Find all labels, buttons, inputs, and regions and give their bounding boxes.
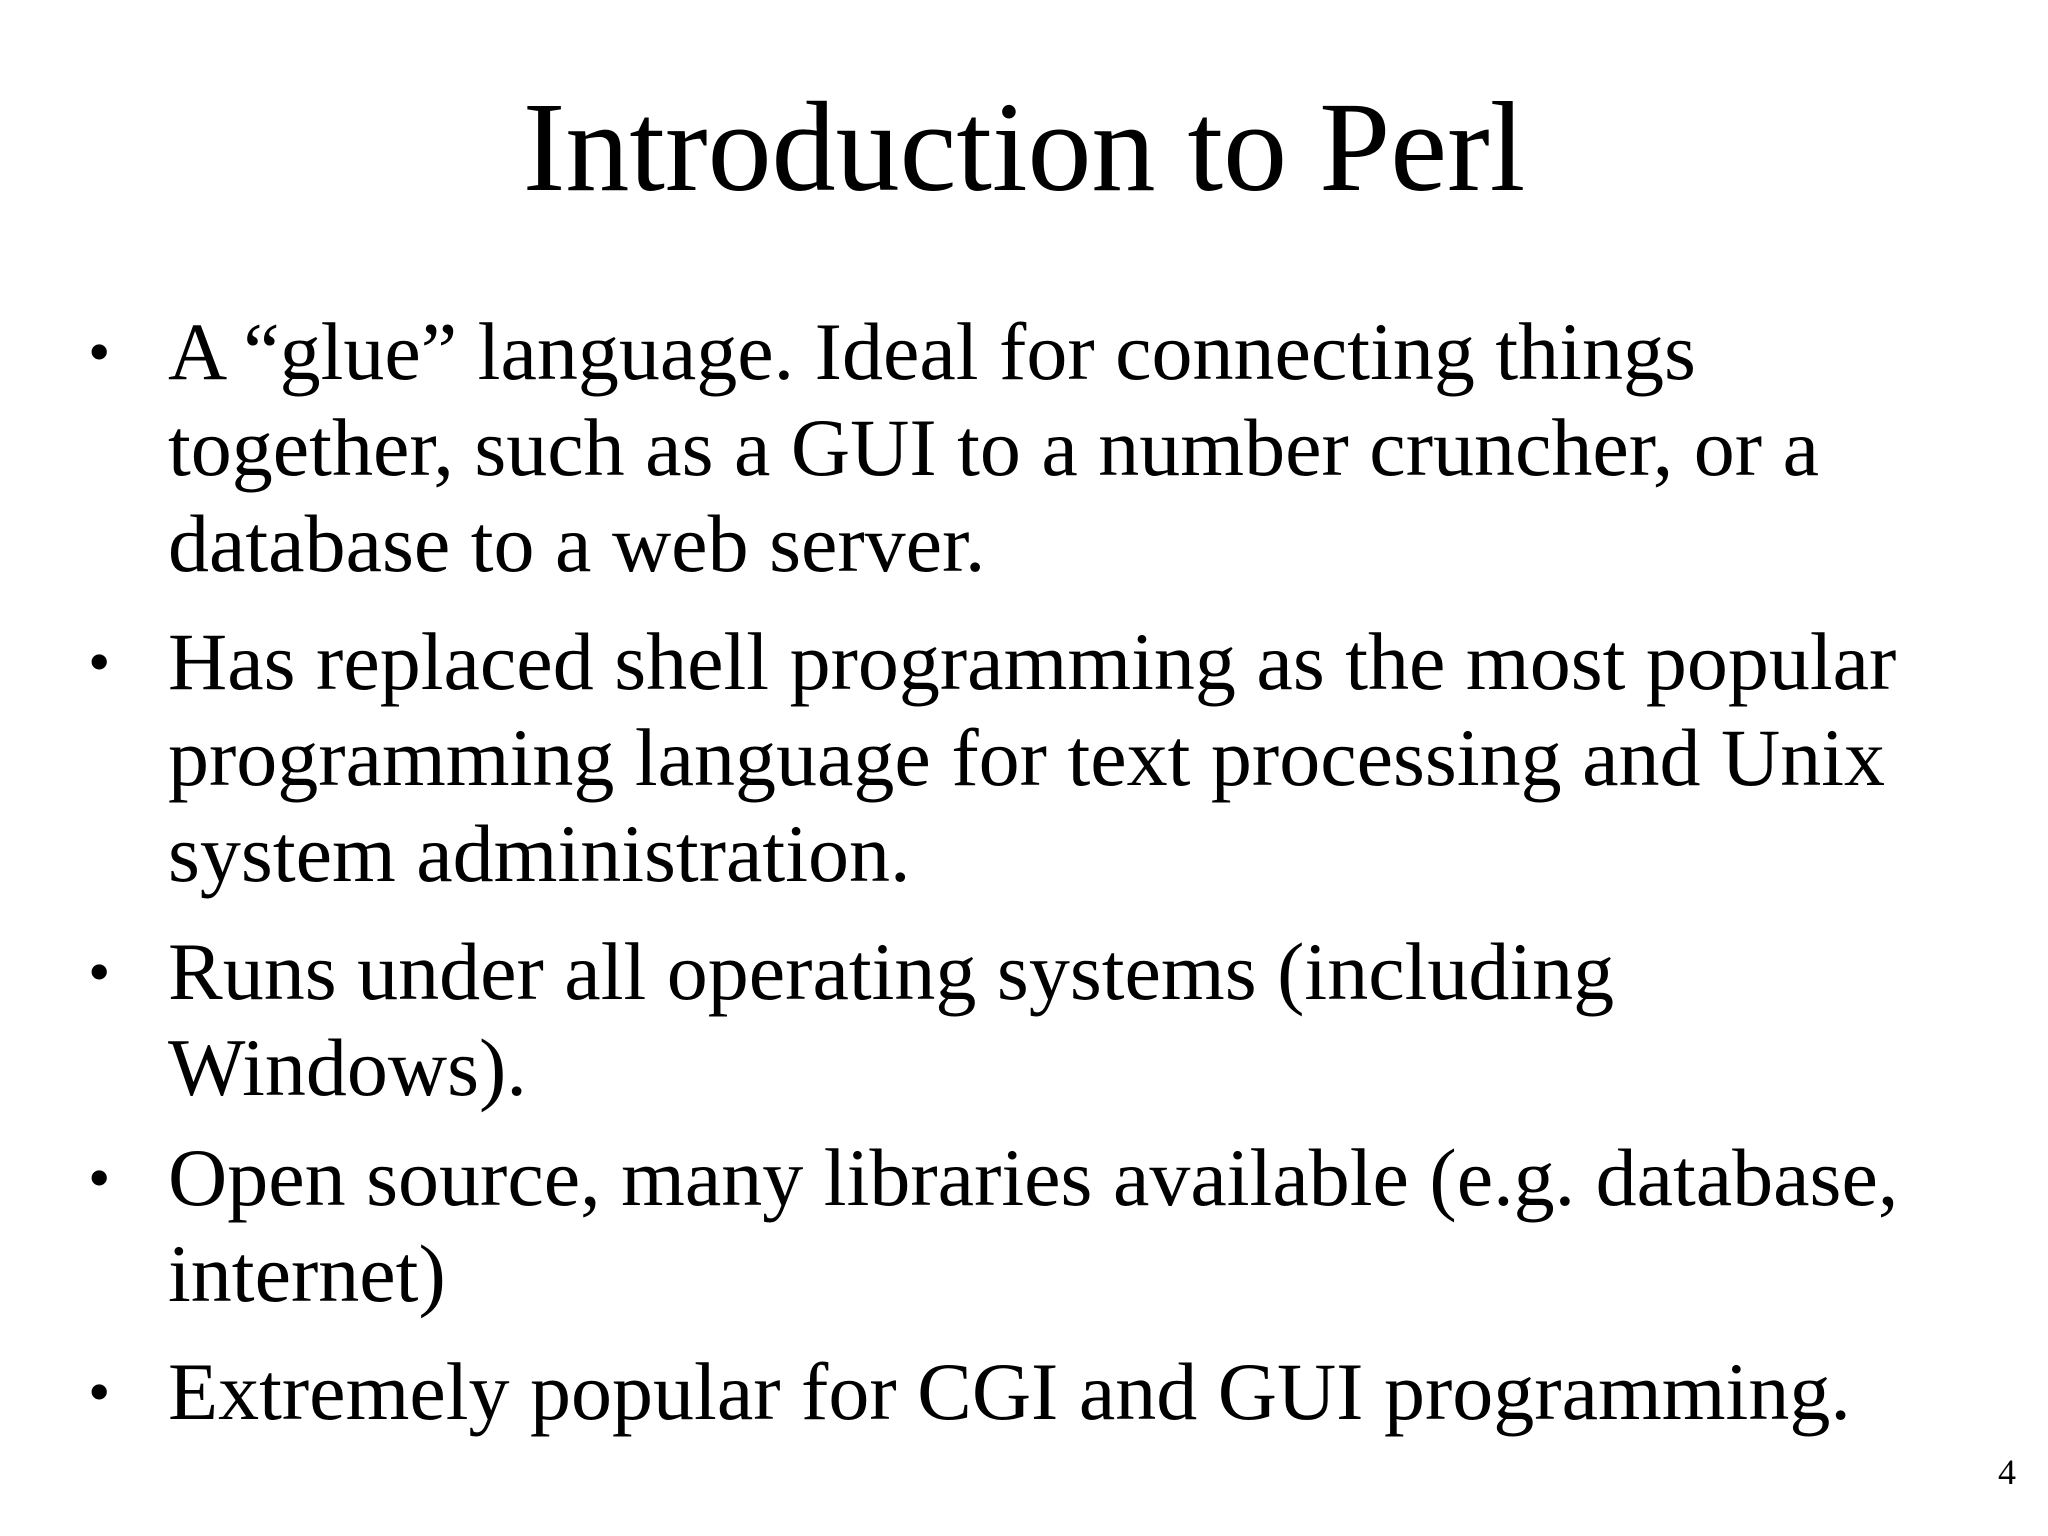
page-number: 4 <box>1998 1452 2016 1492</box>
bullet-text: Open source, many libraries available (e.g. database, internet) <box>168 1132 1899 1319</box>
bullet-text: Extremely popular for CGI and GUI programming. <box>168 1346 1851 1437</box>
bullet-item <box>80 1344 1980 1440</box>
bullet-icon: • <box>88 626 111 697</box>
slide-title: Introduction to Perl <box>522 76 1526 218</box>
bullet-item <box>80 1130 1980 1322</box>
bullet-icon: • <box>88 1142 111 1213</box>
bullet-text: A “glue” language. Ideal for connecting things together, such as a GUI to a number cruncher, or a database to a web server. <box>168 306 1820 589</box>
bullet-item <box>80 924 1980 1116</box>
bullet-item <box>80 304 1980 592</box>
bullet-text: Runs under all operating systems (including Windows). <box>168 926 1615 1113</box>
bullet-icon: • <box>88 316 111 387</box>
bullet-item <box>80 614 1980 902</box>
bullet-list <box>80 304 1980 1462</box>
bullet-text: Has replaced shell programming as the most popular programming language for text processing and Unix system administration. <box>168 616 1897 899</box>
bullet-icon: • <box>88 936 111 1007</box>
bullet-icon: • <box>88 1356 111 1427</box>
